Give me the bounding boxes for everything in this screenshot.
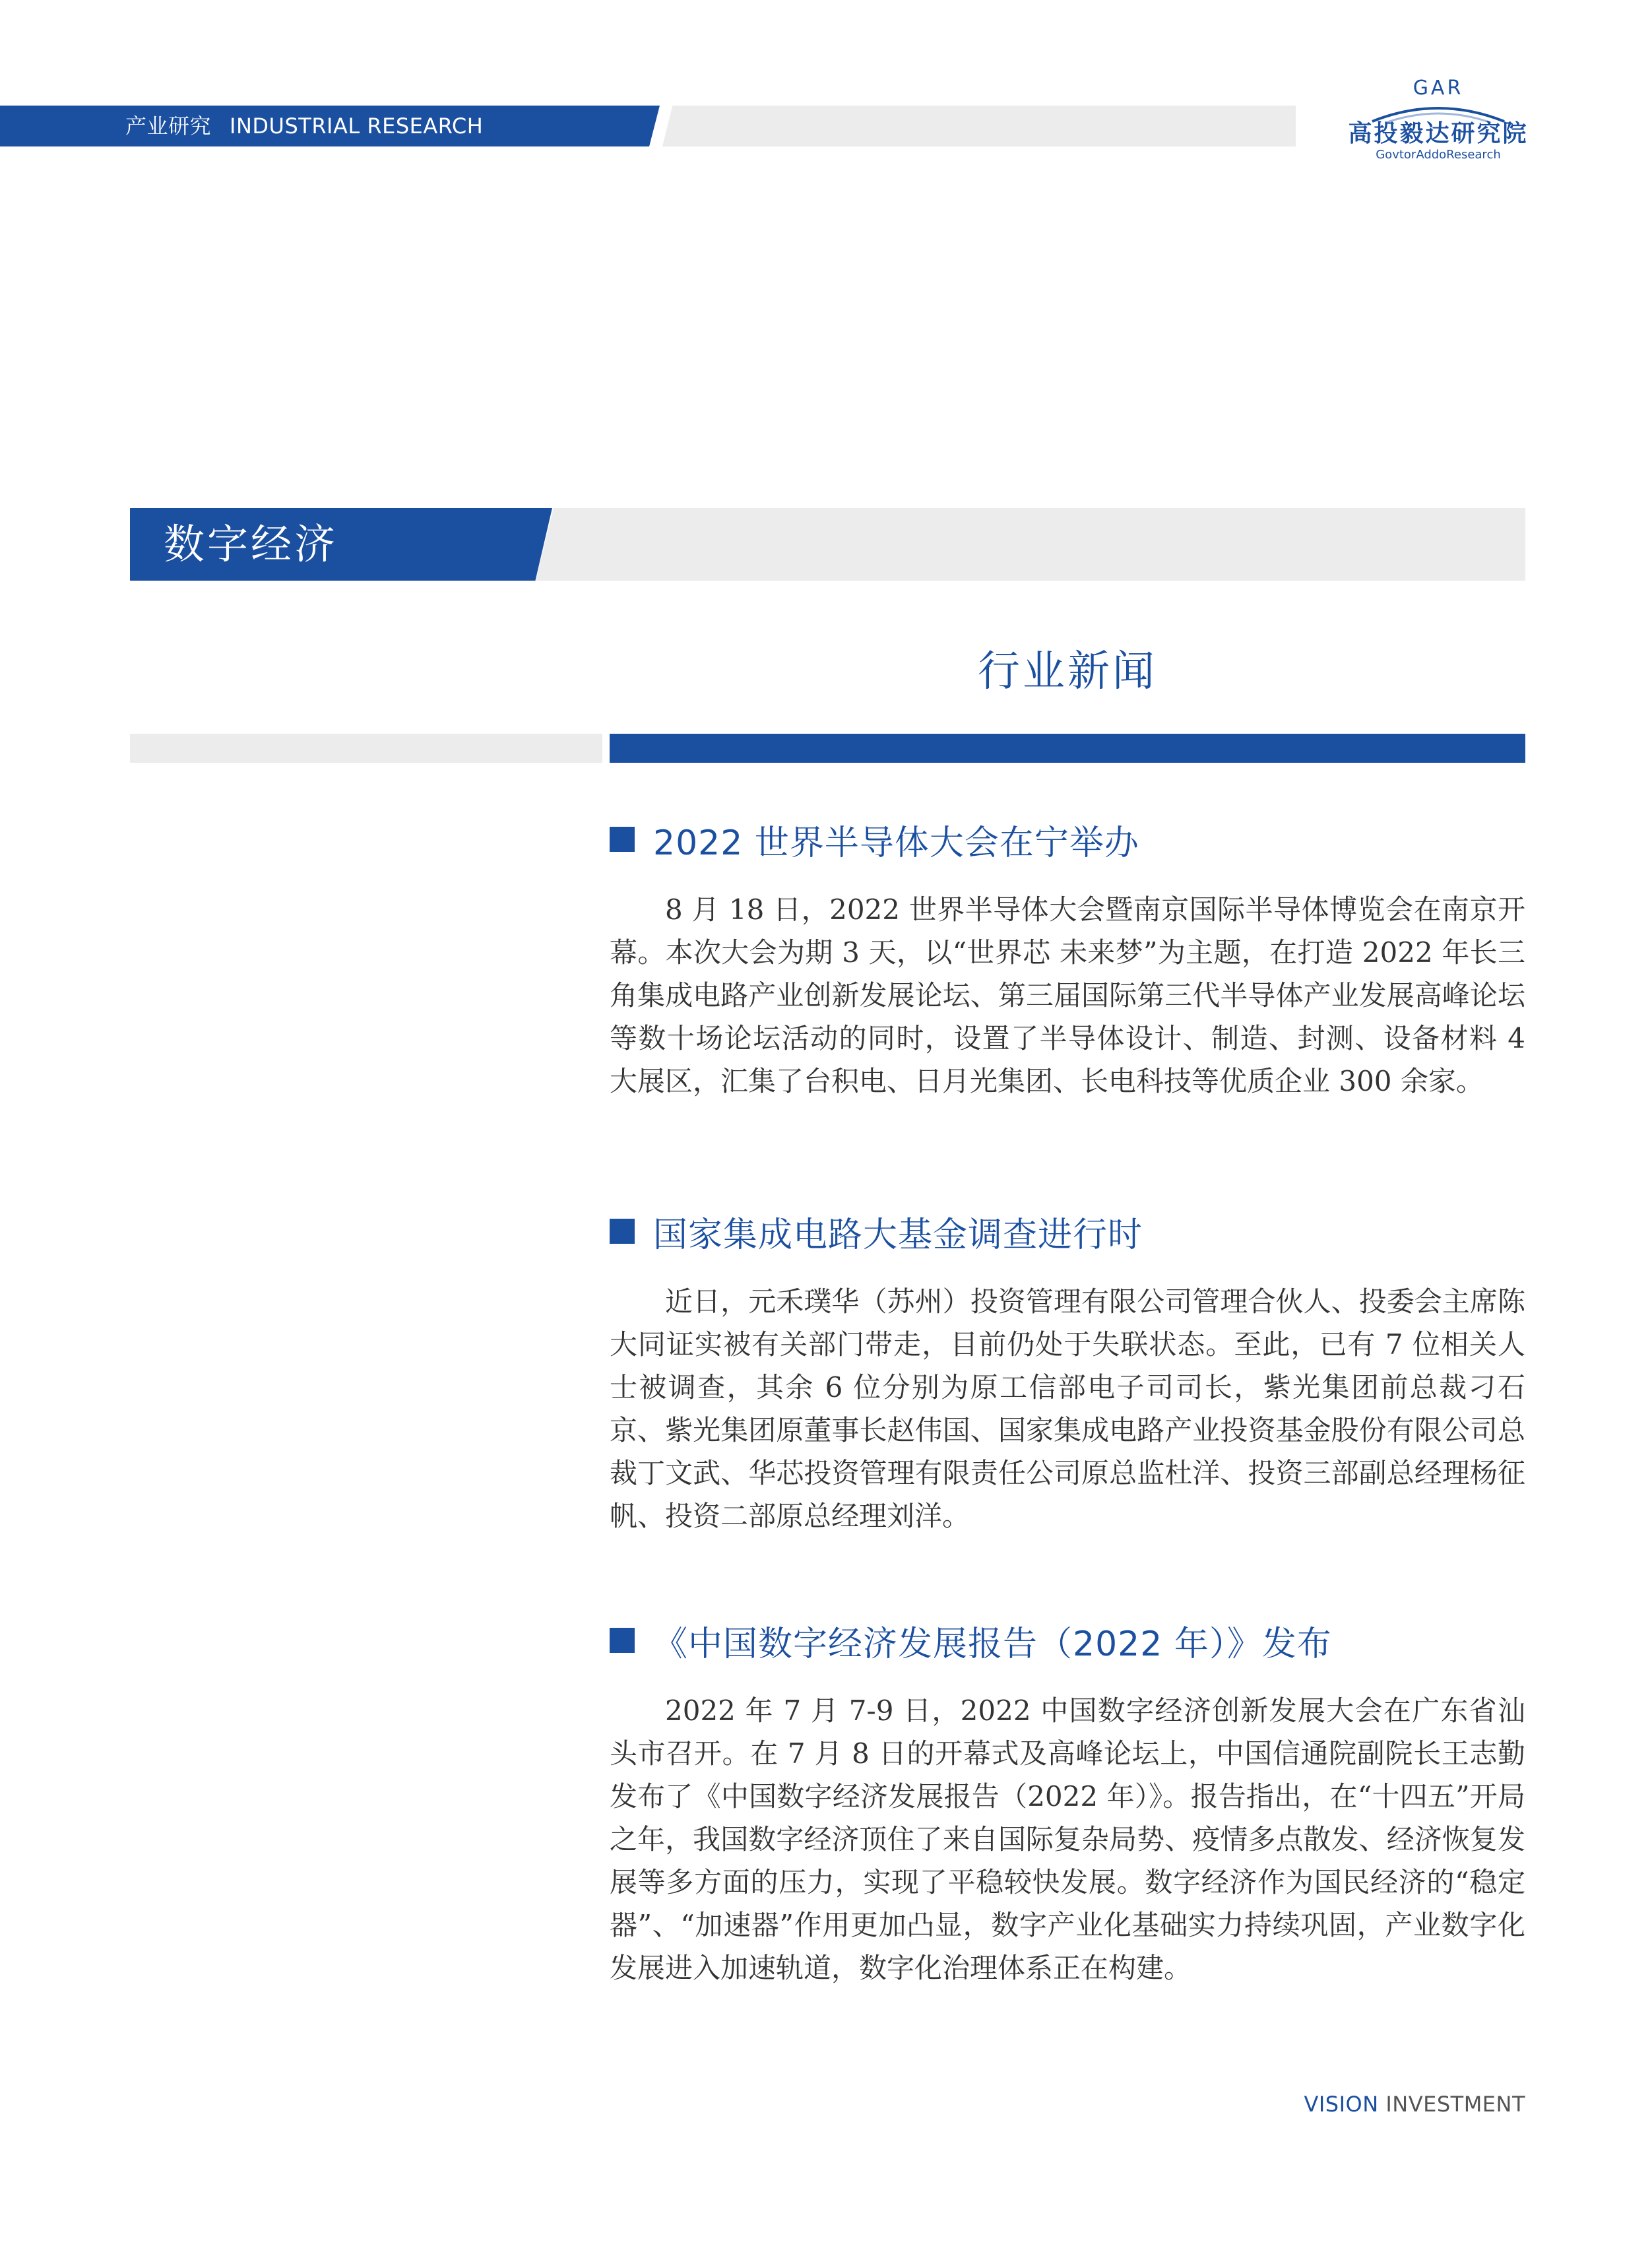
square-bullet-icon (610, 827, 635, 852)
header-section-label (125, 106, 483, 146)
footer-vision: VISION (1304, 2092, 1379, 2117)
article-title: 2022 世界半导体大会在宁举办 (653, 823, 1139, 863)
subtitle: 行业新闻 (978, 647, 1157, 696)
logo-name-cn: 高投毅达研究院 (1348, 120, 1529, 147)
subtitle-bar-blue (610, 734, 1525, 763)
header-section-en: INDUSTRIAL RESEARCH (230, 113, 484, 139)
article-heading (610, 1205, 1525, 1258)
logo-name-en: GovtorAddoResearch (1376, 148, 1501, 162)
square-bullet-icon (610, 1219, 635, 1244)
article-3 (610, 1614, 1525, 1989)
article-title: 《中国数字经济发展报告（2022 年）》发布 (653, 1624, 1332, 1664)
article-body: 8 月 18 日，2022 世界半导体大会暨南京国际半导体博览会在南京开幕。本次大会为期 3 天，以“世界芯 未来梦”为主题，在打造 2022 年长三角集成电路产业创新发展论坛、第三届国际第三代半导体产业发展高峰论坛等数十场论坛活动的同时，设置了半导体设计、制造、封测、设备材料 4 大展区，汇集了台积电、日月光集团、长电科技等优质企业 300 余家。 (610, 893, 1525, 1097)
gar-logo (1313, 71, 1564, 170)
article-heading (610, 1614, 1525, 1667)
article-1 (610, 813, 1525, 1103)
article-2 (610, 1205, 1525, 1537)
logo-gar-text: GAR (1413, 77, 1464, 100)
article-body: 近日，元禾璞华（苏州）投资管理有限公司管理合伙人、投委会主席陈大同证实被有关部门带走，目前仍处于失联状态。至此，已有 7 位相关人士被调查，其余 6 位分别为原工信部电子司司长，紫光集团前总裁刁石京、紫光集团原董事长赵伟国、国家集成电路产业投资基金股份有限公司总裁丁文武、华芯投资管理有限责任公司原总监杜洋、投资三部副总经理杨征帆、投资二部原总经理刘洋。 (610, 1285, 1525, 1532)
header-section-cn: 产业研究 (125, 113, 212, 139)
square-bullet-icon (610, 1628, 635, 1653)
section-title: 数字经济 (164, 520, 338, 568)
subtitle-bar-gray (130, 734, 602, 763)
footer-investment: INVESTMENT (1385, 2092, 1525, 2117)
footer-brand (1122, 2092, 1525, 2117)
header-band-gray (662, 106, 1296, 146)
article-body: 2022 年 7 月 7-9 日，2022 中国数字经济创新发展大会在广东省汕头市召开。在 7 月 8 日的开幕式及高峰论坛上，中国信通院副院长王志勤发布了《中国数字经济发展报告（2022 年）》。报告指出，在“十四五”开局之年，我国数字经济顶住了来自国际复杂局势、疫情多点散发、经济恢复发展等多方面的压力，实现了平稳较快发展。数字经济作为国民经济的“稳定器”、“加速器”作用更加凸显，数字产业化基础实力持续巩固，产业数字化发展进入加速轨道，数字化治理体系正在构建。 (610, 1694, 1525, 1984)
article-title: 国家集成电路大基金调查进行时 (653, 1215, 1143, 1255)
article-heading (610, 813, 1525, 866)
section-title-band-gray (536, 508, 1525, 581)
